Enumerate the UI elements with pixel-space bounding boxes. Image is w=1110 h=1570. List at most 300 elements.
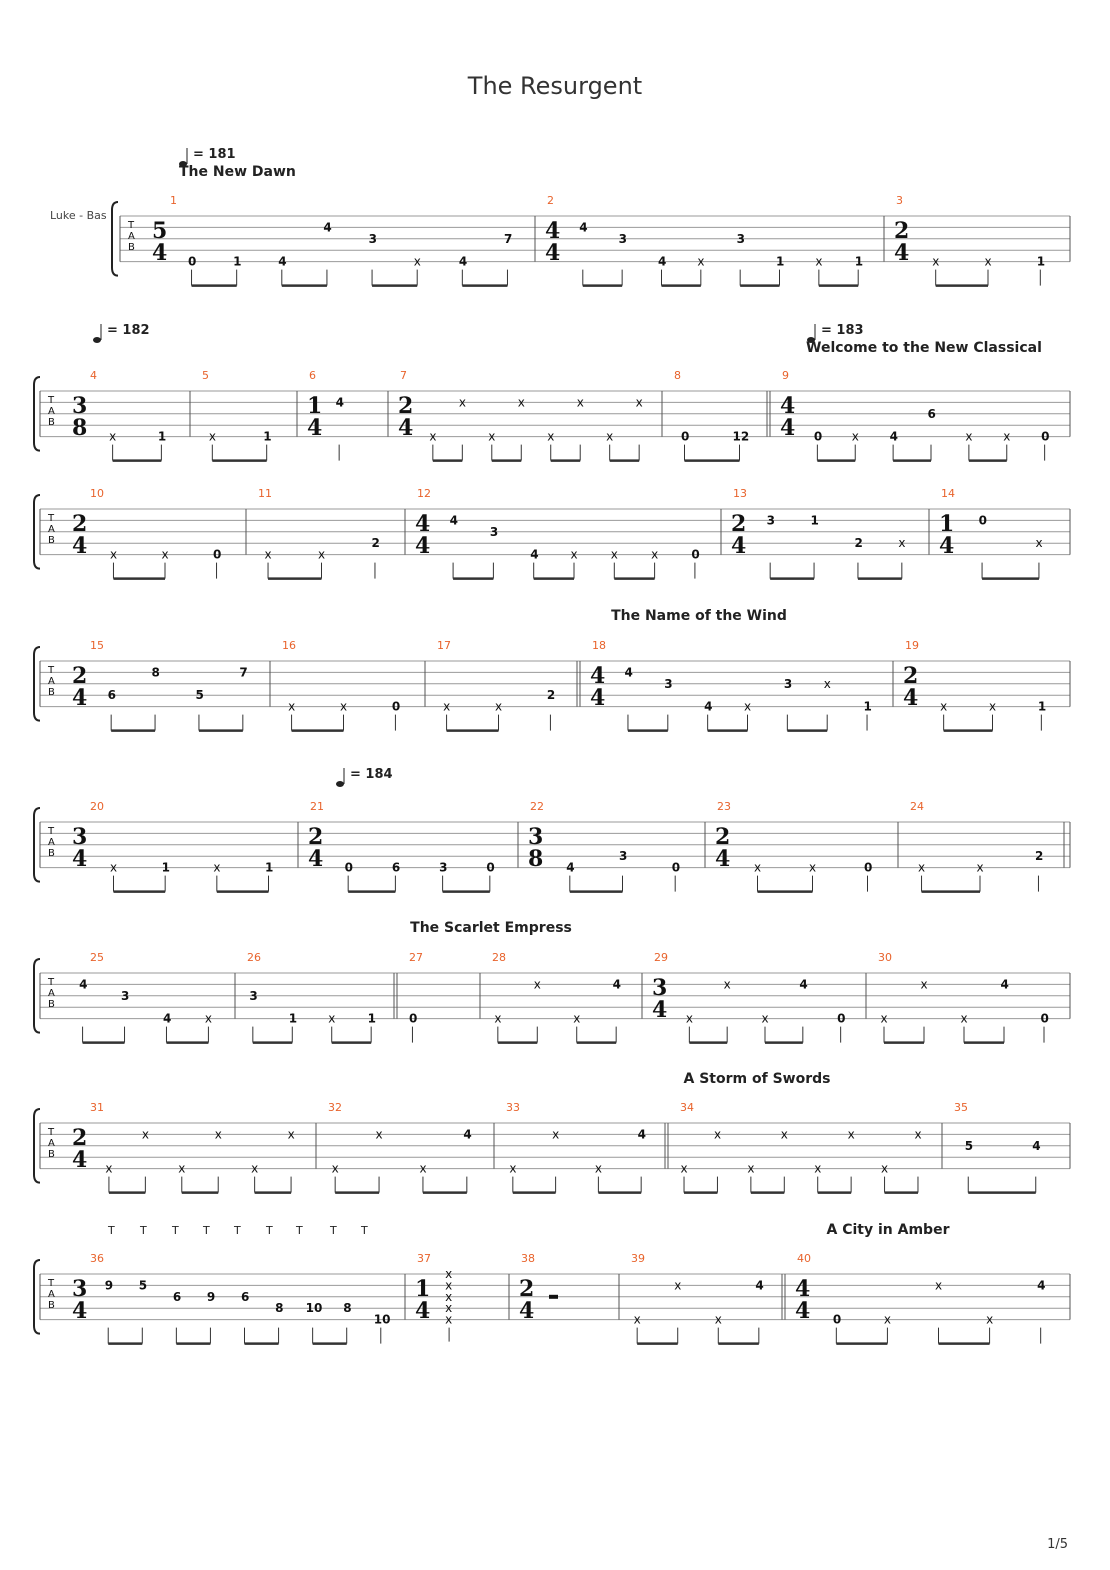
dead-note: x [918,860,926,875]
time-signature-bottom: 4 [72,846,88,872]
tempo-marking: = 182 [107,323,150,338]
dead-note: x [570,547,578,562]
tab-clef-letter: A [48,676,55,687]
fret-number: 4 [335,395,345,410]
fret-number: 1 [157,429,167,444]
fret-number: 1 [288,1011,298,1026]
dead-note: x [413,254,421,269]
dead-note: x [674,1278,682,1293]
time-signature-bottom: 4 [72,1298,88,1324]
section-label: The Scarlet Empress [410,920,572,936]
dead-note: x [318,547,326,562]
time-signature-top: 5 [152,218,168,244]
system-bracket [34,495,40,569]
tap-marker: T [140,1224,147,1237]
dead-note: x [1035,536,1043,551]
time-signature-top: 3 [72,393,88,419]
time-signature-bottom: 4 [72,533,88,559]
measure-number: 34 [680,1101,694,1114]
measure-number: 18 [592,639,606,652]
tap-marker: T [172,1224,179,1237]
dead-note: x [251,1161,259,1176]
dead-note: x [809,860,817,875]
dead-note: x [533,977,541,992]
time-signature-top: 4 [780,393,796,419]
measure-number: 5 [202,369,209,382]
tab-clef-letter: B [48,999,55,1010]
time-signature-top: 2 [72,511,88,537]
dead-note: x [458,395,466,410]
measure-number: 39 [631,1252,645,1265]
fret-number: 5 [964,1138,974,1153]
fret-number: 3 [783,676,793,691]
measure-number: 37 [417,1252,431,1265]
time-signature-bottom: 4 [307,415,323,441]
dead-note: x [881,1161,889,1176]
fret-number: 4 [624,665,633,680]
fret-number: 3 [664,676,673,691]
fret-number: 4 [1032,1138,1041,1153]
time-signature-top: 2 [519,1276,535,1302]
dead-note: x [744,699,752,714]
dead-note: x [898,536,906,551]
time-signature-bottom: 4 [519,1298,535,1324]
fret-number: 3 [249,988,258,1003]
fret-number: 0 [344,860,354,875]
measure-number: 25 [90,951,104,964]
measure-number: 10 [90,487,104,500]
fret-number: 10 [305,1301,323,1316]
time-signature-top: 3 [72,824,88,850]
fret-number: 4 [323,220,332,235]
measure-number: 31 [90,1101,104,1114]
fret-number: 0 [213,547,222,562]
tab-clef-letter: A [48,1138,55,1149]
dead-note: x [823,676,831,691]
measure-number: 12 [417,487,431,500]
system-bracket [34,1109,40,1183]
time-signature-top: 3 [72,1276,88,1302]
tab-clef-letter: B [48,1149,55,1160]
fret-number: 4 [755,1278,764,1293]
fret-number: 2 [371,536,380,551]
fret-number: 8 [343,1301,352,1316]
tempo-marking: = 184 [350,767,393,782]
dead-note: x [576,395,584,410]
section-label: The New Dawn [179,164,296,180]
fret-number: 4 [463,1127,472,1142]
fret-number: 4 [612,977,622,992]
dead-note: x [214,1127,222,1142]
fret-number: 0 [832,1312,842,1327]
fret-number: 2 [546,688,556,703]
tab-clef-letter: A [48,1289,55,1300]
fret-number: 3 [439,860,448,875]
fret-number: 2 [854,536,863,551]
time-signature-bottom: 4 [780,415,796,441]
fret-number: 4 [566,860,575,875]
measure-number: 33 [506,1101,520,1114]
dead-note: x [965,429,973,444]
time-signature-top: 1 [415,1276,431,1302]
time-signature-top: 2 [715,824,731,850]
fret-number: 1 [263,429,272,444]
dead-note: x [429,429,437,444]
fret-number: 0 [1041,429,1050,444]
dead-note: x [328,1011,336,1026]
dead-note: x [914,1127,922,1142]
time-signature-bottom: 4 [308,846,324,872]
time-signature-top: 3 [652,975,668,1001]
fret-number: 6 [241,1289,250,1304]
system-bracket [34,959,40,1033]
fret-number: 5 [138,1278,148,1293]
section-label: Welcome to the New Classical [806,340,1042,356]
fret-number: 0 [391,699,401,714]
time-signature-bottom: 4 [398,415,414,441]
system-bracket [34,808,40,882]
fret-number: 1 [233,254,242,269]
tab-clef-letter: A [48,837,55,848]
dead-note: x [494,1011,502,1026]
time-signature-bottom: 4 [72,685,88,711]
fret-number: 0 [188,254,197,269]
instrument-name: Luke - Bas [50,209,107,222]
fret-number: 7 [239,665,248,680]
time-signature-bottom: 4 [795,1298,811,1324]
fret-number: 5 [195,688,204,703]
tempo-marking: = 181 [193,147,236,162]
fret-number: 0 [681,429,690,444]
fret-number: 3 [368,231,377,246]
time-signature-top: 4 [545,218,561,244]
time-signature-top: 2 [72,663,88,689]
time-signature-bottom: 4 [415,533,431,559]
fret-number: 4 [799,977,808,992]
dead-note: x [1003,429,1011,444]
fret-number: 3 [766,513,776,528]
tab-clef-letter: T [128,220,135,231]
section-label: A City in Amber [826,1222,950,1238]
fret-number: 4 [704,699,713,714]
time-signature-top: 2 [72,1125,88,1151]
dead-note: x [109,547,118,562]
dead-note: x [110,860,118,875]
dead-note: x [976,860,984,875]
dead-note: x [445,1278,453,1293]
time-signature-bottom: 4 [72,1147,88,1173]
time-signature-top: 4 [795,1276,811,1302]
dead-note: x [445,1312,453,1327]
dead-note: x [847,1127,855,1142]
tab-clef-letter: B [48,535,55,546]
tab-clef-letter: T [48,513,55,524]
fret-number: 2 [1034,849,1044,864]
time-signature-bottom: 4 [715,846,731,872]
measure-number: 11 [258,487,272,500]
measure-number: 40 [797,1252,811,1265]
dead-note: x [680,1161,688,1176]
fret-number: 0 [1040,1011,1049,1026]
dead-note: x [287,1127,295,1142]
fret-number: 3 [489,524,499,539]
dead-note: x [685,1011,693,1026]
page-number: 1/5 [1047,1537,1068,1552]
fret-number: 6 [927,406,936,421]
fret-number: 0 [813,429,823,444]
dead-note: x [713,1127,722,1142]
score-title: The Resurgent [467,72,643,100]
dead-note: x [747,1161,755,1176]
time-signature-top: 2 [308,824,324,850]
time-signature-bottom: 4 [152,240,168,266]
fret-number: 4 [1037,1278,1046,1293]
dead-note: x [960,1011,968,1026]
dead-note: x [780,1127,788,1142]
dead-note: x [814,1161,822,1176]
dead-note: x [375,1127,383,1142]
measure-number: 9 [782,369,789,382]
time-signature-top: 4 [590,663,606,689]
dead-note: x [178,1161,186,1176]
dead-note: x [495,699,503,714]
tab-clef-letter: T [48,665,55,676]
fret-number: 0 [671,860,681,875]
dead-note: x [815,254,823,269]
dead-note: x [883,1312,892,1327]
fret-number: 1 [161,860,171,875]
time-signature-bottom: 4 [903,685,919,711]
time-signature-bottom: 8 [72,415,88,441]
fret-number: 4 [889,429,898,444]
tab-clef-letter: B [48,417,55,428]
fret-number: 3 [619,849,628,864]
tab-clef-letter: T [48,1127,55,1138]
tab-clef-letter: T [48,826,55,837]
dead-note: x [635,395,643,410]
fret-number: 4 [530,547,539,562]
dead-note: x [723,977,731,992]
dead-note: x [331,1161,339,1176]
dead-note: x [920,977,928,992]
measure-number: 1 [170,194,177,207]
measure-number: 16 [282,639,296,652]
measure-number: 24 [910,800,924,813]
dead-note: x [445,1301,453,1316]
measure-number: 21 [310,800,324,813]
system-bracket [34,377,40,451]
fret-number: 12 [732,429,750,444]
measure-number: 4 [90,369,97,382]
fret-number: 4 [637,1127,647,1142]
dead-note: x [213,860,221,875]
half-rest [549,1295,558,1299]
measure-number: 30 [878,951,892,964]
measure-number: 22 [530,800,544,813]
tab-clef-letter: T [48,1278,55,1289]
time-signature-bottom: 4 [415,1298,431,1324]
dead-note: x [714,1312,722,1327]
fret-number: 3 [121,988,130,1003]
dead-note: x [509,1161,517,1176]
dead-note: x [651,547,659,562]
measure-number: 2 [547,194,554,207]
fret-number: 1 [863,699,872,714]
dead-note: x [517,395,525,410]
dead-note: x [989,699,997,714]
section-label: The Name of the Wind [611,608,787,624]
dead-note: x [445,1267,453,1281]
tap-marker: T [330,1224,337,1237]
fret-number: 4 [657,254,667,269]
fret-number: 1 [367,1011,377,1026]
fret-number: 6 [107,688,117,703]
tempo-marking: = 183 [821,323,864,338]
dead-note: x [141,1127,149,1142]
time-signature-top: 1 [307,393,323,419]
quarter-note-icon [93,337,101,343]
time-signature-bottom: 8 [528,846,544,872]
dead-note: x [419,1161,427,1176]
measure-number: 38 [521,1252,535,1265]
fret-number: 1 [810,513,819,528]
time-signature-bottom: 4 [731,533,747,559]
dead-note: x [443,699,451,714]
dead-note: x [340,699,348,714]
dead-note: x [610,547,618,562]
dead-note: x [445,1289,453,1304]
tab-clef-letter: B [128,242,135,253]
fret-number: 4 [162,1011,172,1026]
tab-clef-letter: B [48,687,55,698]
time-signature-top: 1 [939,511,955,537]
fret-number: 1 [265,860,274,875]
dead-note: x [935,1278,943,1293]
tap-marker: T [234,1224,241,1237]
tab-clef-letter: B [48,848,55,859]
tab-clef-letter: A [48,406,55,417]
tap-marker: T [296,1224,303,1237]
fret-number: 4 [278,254,287,269]
dead-note: x [105,1161,113,1176]
fret-number: 1 [776,254,785,269]
fret-number: 0 [864,860,873,875]
tab-clef-letter: A [48,524,55,535]
fret-number: 4 [1000,977,1009,992]
fret-number: 1 [854,254,864,269]
measure-number: 7 [400,369,407,382]
time-signature-top: 2 [894,218,910,244]
fret-number: 3 [736,231,746,246]
fret-number: 9 [104,1278,114,1293]
time-signature-bottom: 4 [652,997,668,1023]
tab-clef-letter: A [48,988,55,999]
tab-clef-letter: A [128,231,135,242]
fret-number: 0 [837,1011,846,1026]
dead-note: x [986,1312,994,1327]
measure-number: 32 [328,1101,342,1114]
dead-note: x [547,429,555,444]
measure-number: 3 [896,194,903,207]
system-bracket [34,1260,40,1334]
tap-marker: T [266,1224,273,1237]
time-signature-bottom: 4 [939,533,955,559]
fret-number: 6 [391,860,401,875]
time-signature-bottom: 4 [894,240,910,266]
measure-number: 36 [90,1252,104,1265]
fret-number: 3 [618,231,628,246]
fret-number: 7 [503,231,513,246]
fret-number: 4 [79,977,88,992]
tap-marker: T [108,1224,115,1237]
dead-note: x [573,1011,581,1026]
system-bracket [34,647,40,721]
measure-number: 19 [905,639,919,652]
measure-number: 35 [954,1101,968,1114]
dead-note: x [208,429,216,444]
measure-number: 29 [654,951,668,964]
fret-number: 6 [172,1289,182,1304]
fret-number: 9 [206,1289,216,1304]
fret-number: 0 [691,547,700,562]
fret-number: 1 [1036,254,1046,269]
dead-note: x [161,547,169,562]
measure-number: 14 [941,487,955,500]
dead-note: x [264,547,272,562]
measure-number: 23 [717,800,731,813]
fret-number: 0 [978,513,987,528]
dead-note: x [697,254,705,269]
fret-number: 8 [275,1301,284,1316]
dead-note: x [851,429,859,444]
time-signature-top: 2 [903,663,919,689]
system-bracket [112,202,118,276]
dead-note: x [633,1312,641,1327]
dead-note: x [109,429,117,444]
dead-note: x [552,1127,560,1142]
dead-note: x [488,429,496,444]
dead-note: x [932,254,940,269]
fret-number: 1 [1037,699,1047,714]
fret-number: 4 [449,513,458,528]
dead-note: x [288,699,296,714]
fret-number: 0 [408,1011,418,1026]
dead-note: x [754,860,762,875]
dead-note: x [594,1161,602,1176]
measure-number: 28 [492,951,506,964]
measure-number: 13 [733,487,747,500]
tab-clef-letter: T [48,977,55,988]
fret-number: 0 [486,860,495,875]
tab-clef-letter: T [48,395,55,406]
tap-marker: T [203,1224,210,1237]
time-signature-bottom: 4 [590,685,606,711]
measure-number: 17 [437,639,451,652]
time-signature-bottom: 4 [545,240,561,266]
dead-note: x [761,1011,769,1026]
dead-note: x [606,429,614,444]
time-signature-top: 3 [528,824,544,850]
dead-note: x [204,1011,213,1026]
measure-number: 26 [247,951,261,964]
dead-note: x [880,1011,888,1026]
time-signature-top: 2 [731,511,747,537]
measure-number: 6 [309,369,316,382]
time-signature-top: 4 [415,511,431,537]
measure-number: 15 [90,639,104,652]
tap-marker: T [361,1224,368,1237]
measure-number: 8 [674,369,681,382]
